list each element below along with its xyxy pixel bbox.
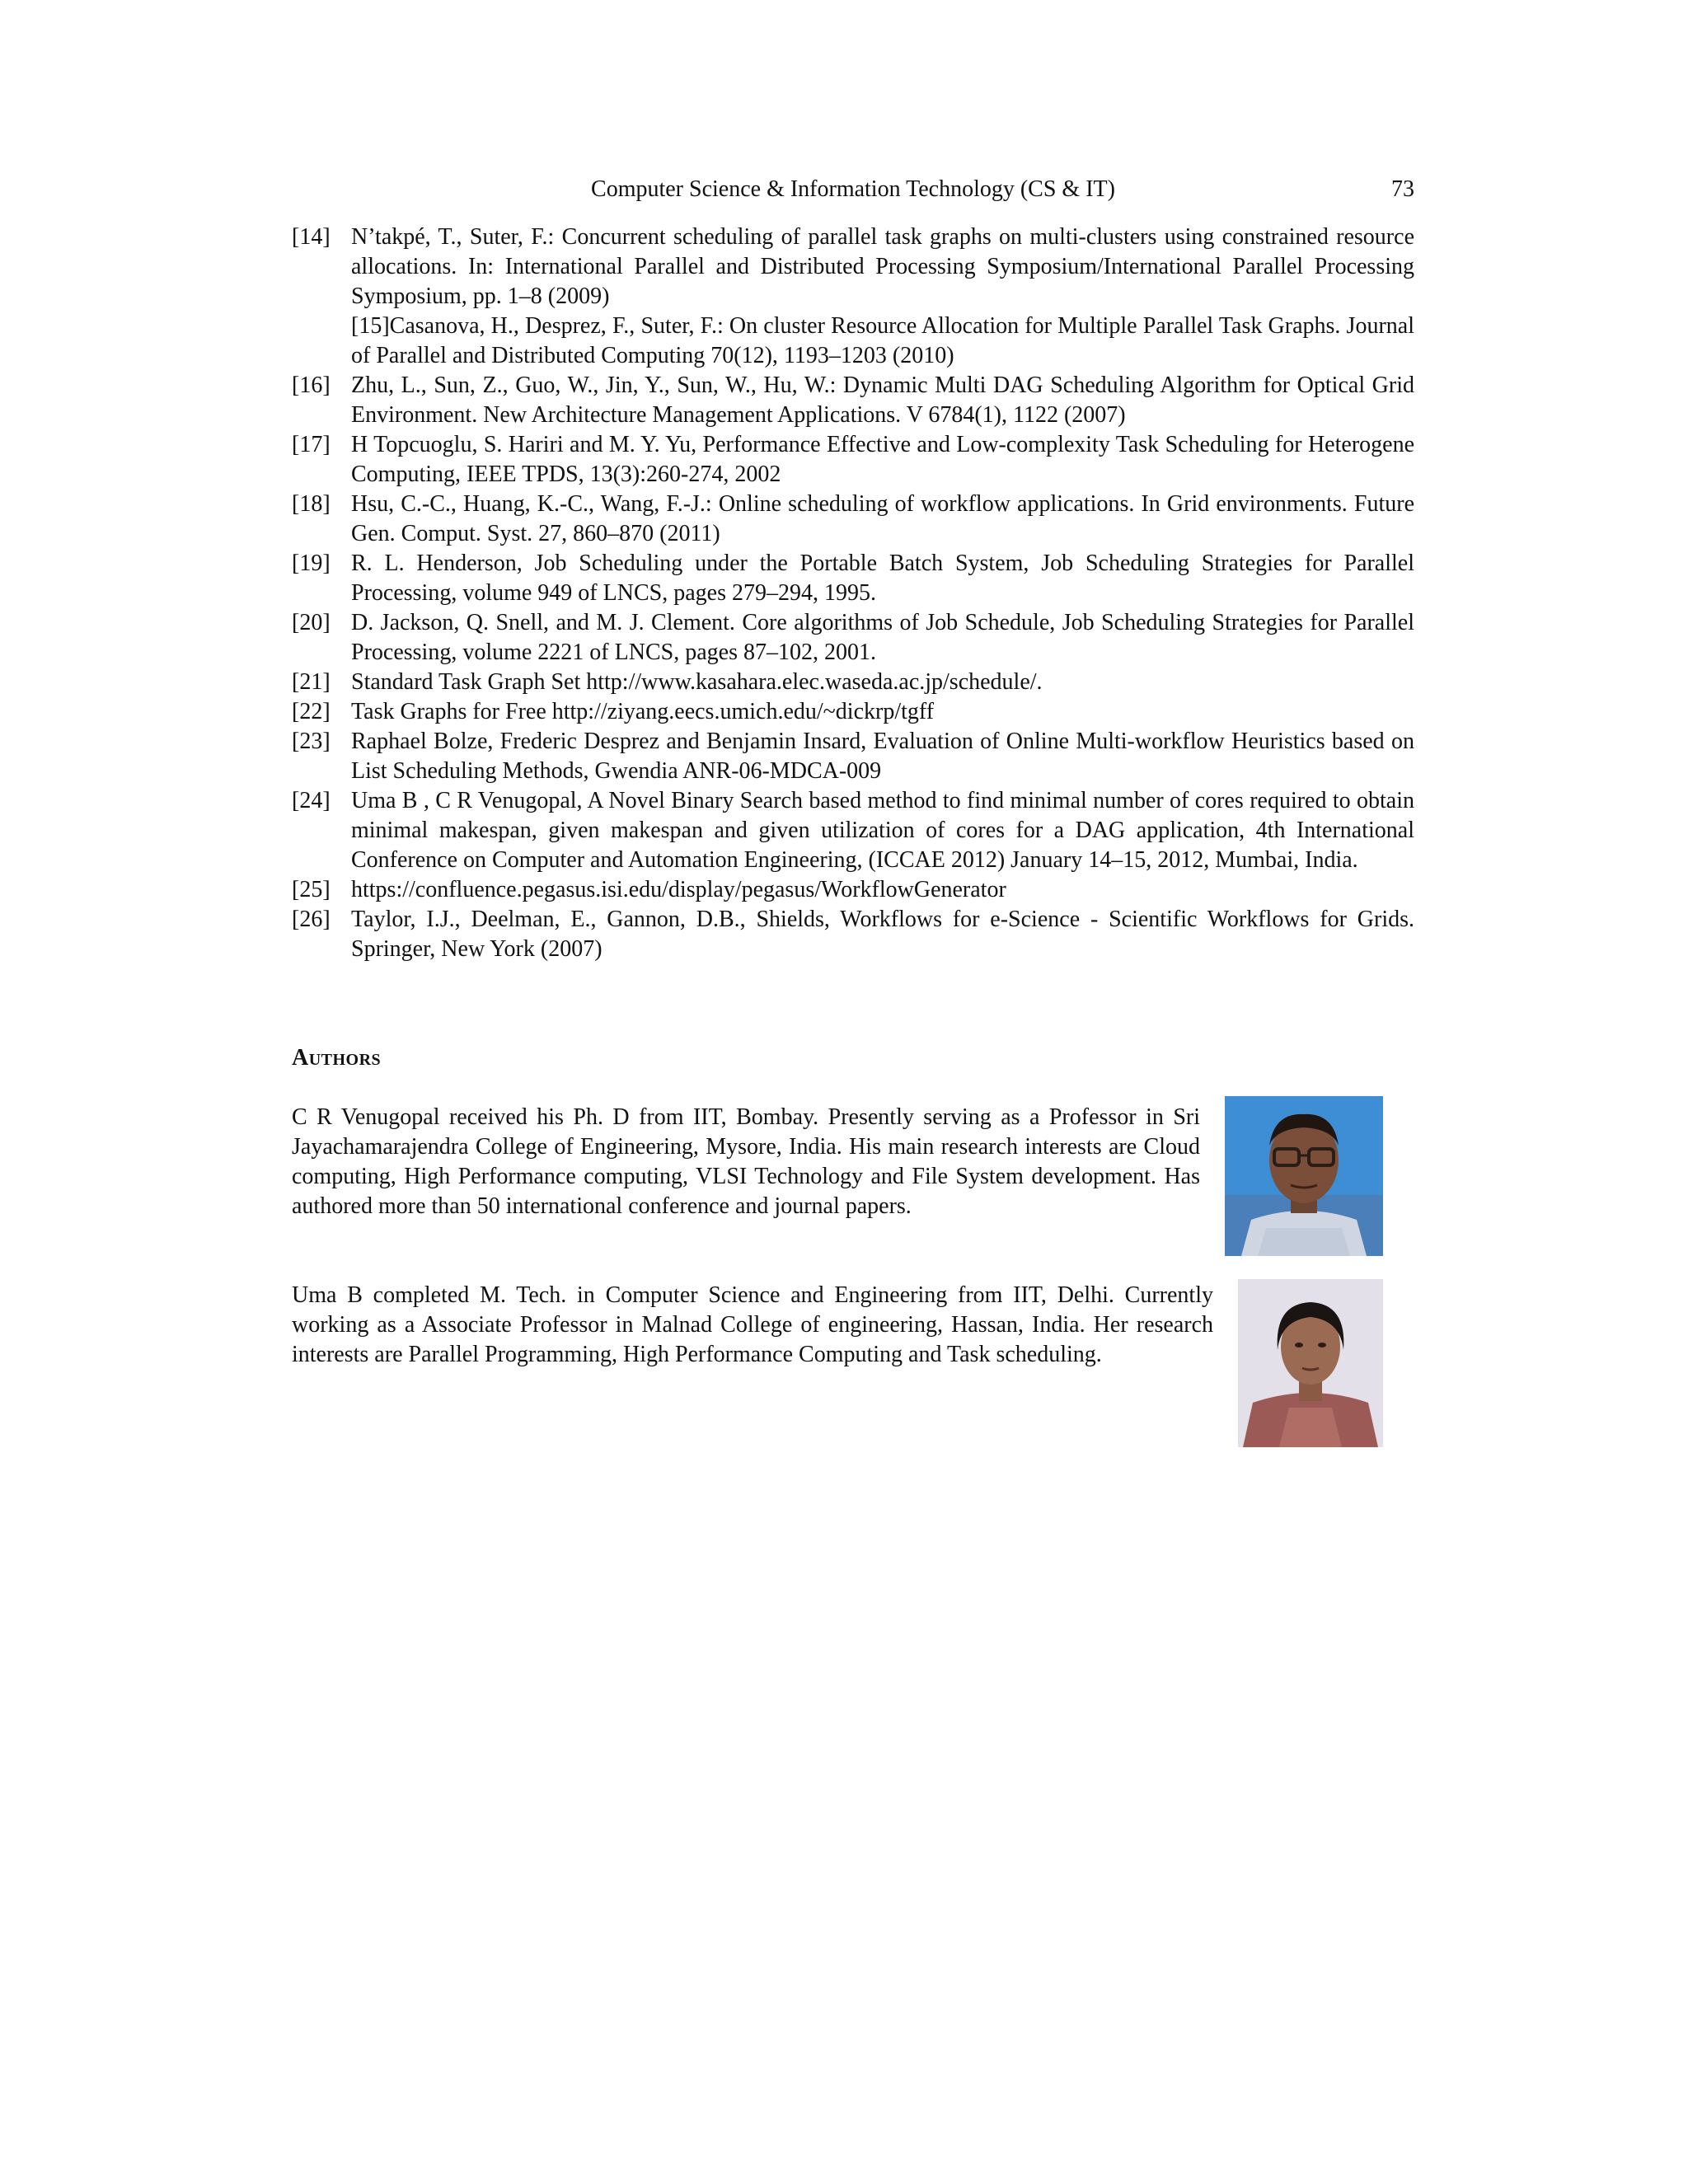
reference-text: Uma B , C R Venugopal, A Novel Binary Search based method to find minimal number of cores required to obtain minimal makespan, given makespan and given utilization of cores for a DAG application, 4th International Conference on Computer and Automation Engineering, (ICCAE 2012) January 14–15, 2012, Mumbai, India. <box>351 788 1414 873</box>
reference-text: N’takpé, T., Suter, F.: Concurrent scheduling of parallel task graphs on multi-clusters using constrained resource allocations. In: International Parallel and Distributed Processing Symposium/International Parallel Processing Symposium, pp. 1–8 (2009) <box>351 224 1414 309</box>
reference-number: [19] <box>292 551 331 576</box>
author-bio-venugopal: C R Venugopal received his Ph. D from IIT, Bombay. Presently serving as a Professor in Sri Jayachamarajendra College of Engineering, Mysore, India. His main research interests are Cloud computing, High Performance computing, VLSI Technology and File System development. Has authored more than 50 international conference and journal papers. <box>292 1104 1200 1219</box>
author-photo-uma <box>1238 1279 1383 1447</box>
reference-item <box>292 905 1414 964</box>
reference-number: [17] <box>292 432 331 457</box>
reference-number: [16] <box>292 373 331 398</box>
reference-number: [21] <box>292 669 331 695</box>
reference-text: Raphael Bolze, Frederic Desprez and Benjamin Insard, Evaluation of Online Multi-workflow Heuristics based on List Scheduling Methods, Gwendia ANR-06-MDCA-009 <box>351 729 1414 784</box>
reference-text: Taylor, I.J., Deelman, E., Gannon, D.B., Shields, Workflows for e-Science - Scientific Workflows for Grids. Springer, New York (2007) <box>351 907 1414 962</box>
reference-number: [14] <box>292 224 331 250</box>
reference-text: R. L. Henderson, Job Scheduling under the Portable Batch System, Job Scheduling Strategies for Parallel Processing, volume 949 of LNCS, pages 279–294, 1995. <box>351 551 1414 606</box>
reference-text: Task Graphs for Free http://ziyang.eecs.umich.edu/~dickrp/tgff <box>351 699 935 724</box>
reference-number: [23] <box>292 729 331 754</box>
reference-number: [25] <box>292 877 331 902</box>
reference-item <box>292 875 1414 905</box>
reference-text: Zhu, L., Sun, Z., Guo, W., Jin, Y., Sun, W., Hu, W.: Dynamic Multi DAG Scheduling Algorithm for Optical Grid Environment. New Architecture Management Applications. V 6784(1), 1122 (2007) <box>351 373 1414 428</box>
reference-text: Hsu, C.-C., Huang, K.-C., Wang, F.-J.: Online scheduling of workflow applications. In Grid environments. Future Gen. Comput. Syst. 27, 860–870 (2011) <box>351 491 1414 546</box>
reference-number: [24] <box>292 788 331 813</box>
author-bio-uma: Uma B completed M. Tech. in Computer Science and Engineering from IIT, Delhi. Currently working as a Associate Professor in Malnad College of engineering, Hassan, India. Her research interests are Parallel Programming, High Performance Computing and Task scheduling. <box>292 1282 1213 1367</box>
authors-heading: Authors <box>292 1045 382 1071</box>
running-header <box>292 173 1414 206</box>
reference-number: [26] <box>292 907 331 932</box>
reference-item <box>292 223 1414 312</box>
author-photo-venugopal <box>1225 1096 1383 1256</box>
reference-item <box>292 430 1414 490</box>
reference-item <box>292 490 1414 549</box>
reference-number: [20] <box>292 610 331 635</box>
reference-text: H Topcuoglu, S. Hariri and M. Y. Yu, Performance Effective and Low-complexity Task Scheduling for Heterogene Computing, IEEE TPDS, 13(3):260-274, 2002 <box>351 432 1414 487</box>
reference-number: [18] <box>292 491 331 517</box>
reference-item <box>292 697 1414 727</box>
journal-title: Computer Science & Information Technology (CS & IT) <box>591 176 1115 202</box>
reference-text: D. Jackson, Q. Snell, and M. J. Clement. Core algorithms of Job Schedule, Job Scheduling Strategies for Parallel Processing, volume 2221 of LNCS, pages 87–102, 2001. <box>351 610 1414 665</box>
reference-item <box>292 608 1414 668</box>
reference-item <box>292 371 1414 430</box>
page-number: 73 <box>1391 176 1414 202</box>
reference-text: https://confluence.pegasus.isi.edu/display/pegasus/WorkflowGenerator <box>351 877 1006 902</box>
reference-text: [15]Casanova, H., Desprez, F., Suter, F.: On cluster Resource Allocation for Multiple Parallel Task Graphs. Journal of Parallel and Distributed Computing 70(12), 1193–1203 (2010) <box>351 313 1414 368</box>
reference-list <box>292 223 1414 964</box>
reference-text: Standard Task Graph Set http://www.kasahara.elec.waseda.ac.jp/schedule/. <box>351 669 1043 695</box>
reference-item <box>292 312 1414 371</box>
reference-number: [22] <box>292 699 331 724</box>
reference-item <box>292 668 1414 697</box>
reference-item <box>292 727 1414 786</box>
reference-item <box>292 549 1414 608</box>
reference-item <box>292 786 1414 875</box>
